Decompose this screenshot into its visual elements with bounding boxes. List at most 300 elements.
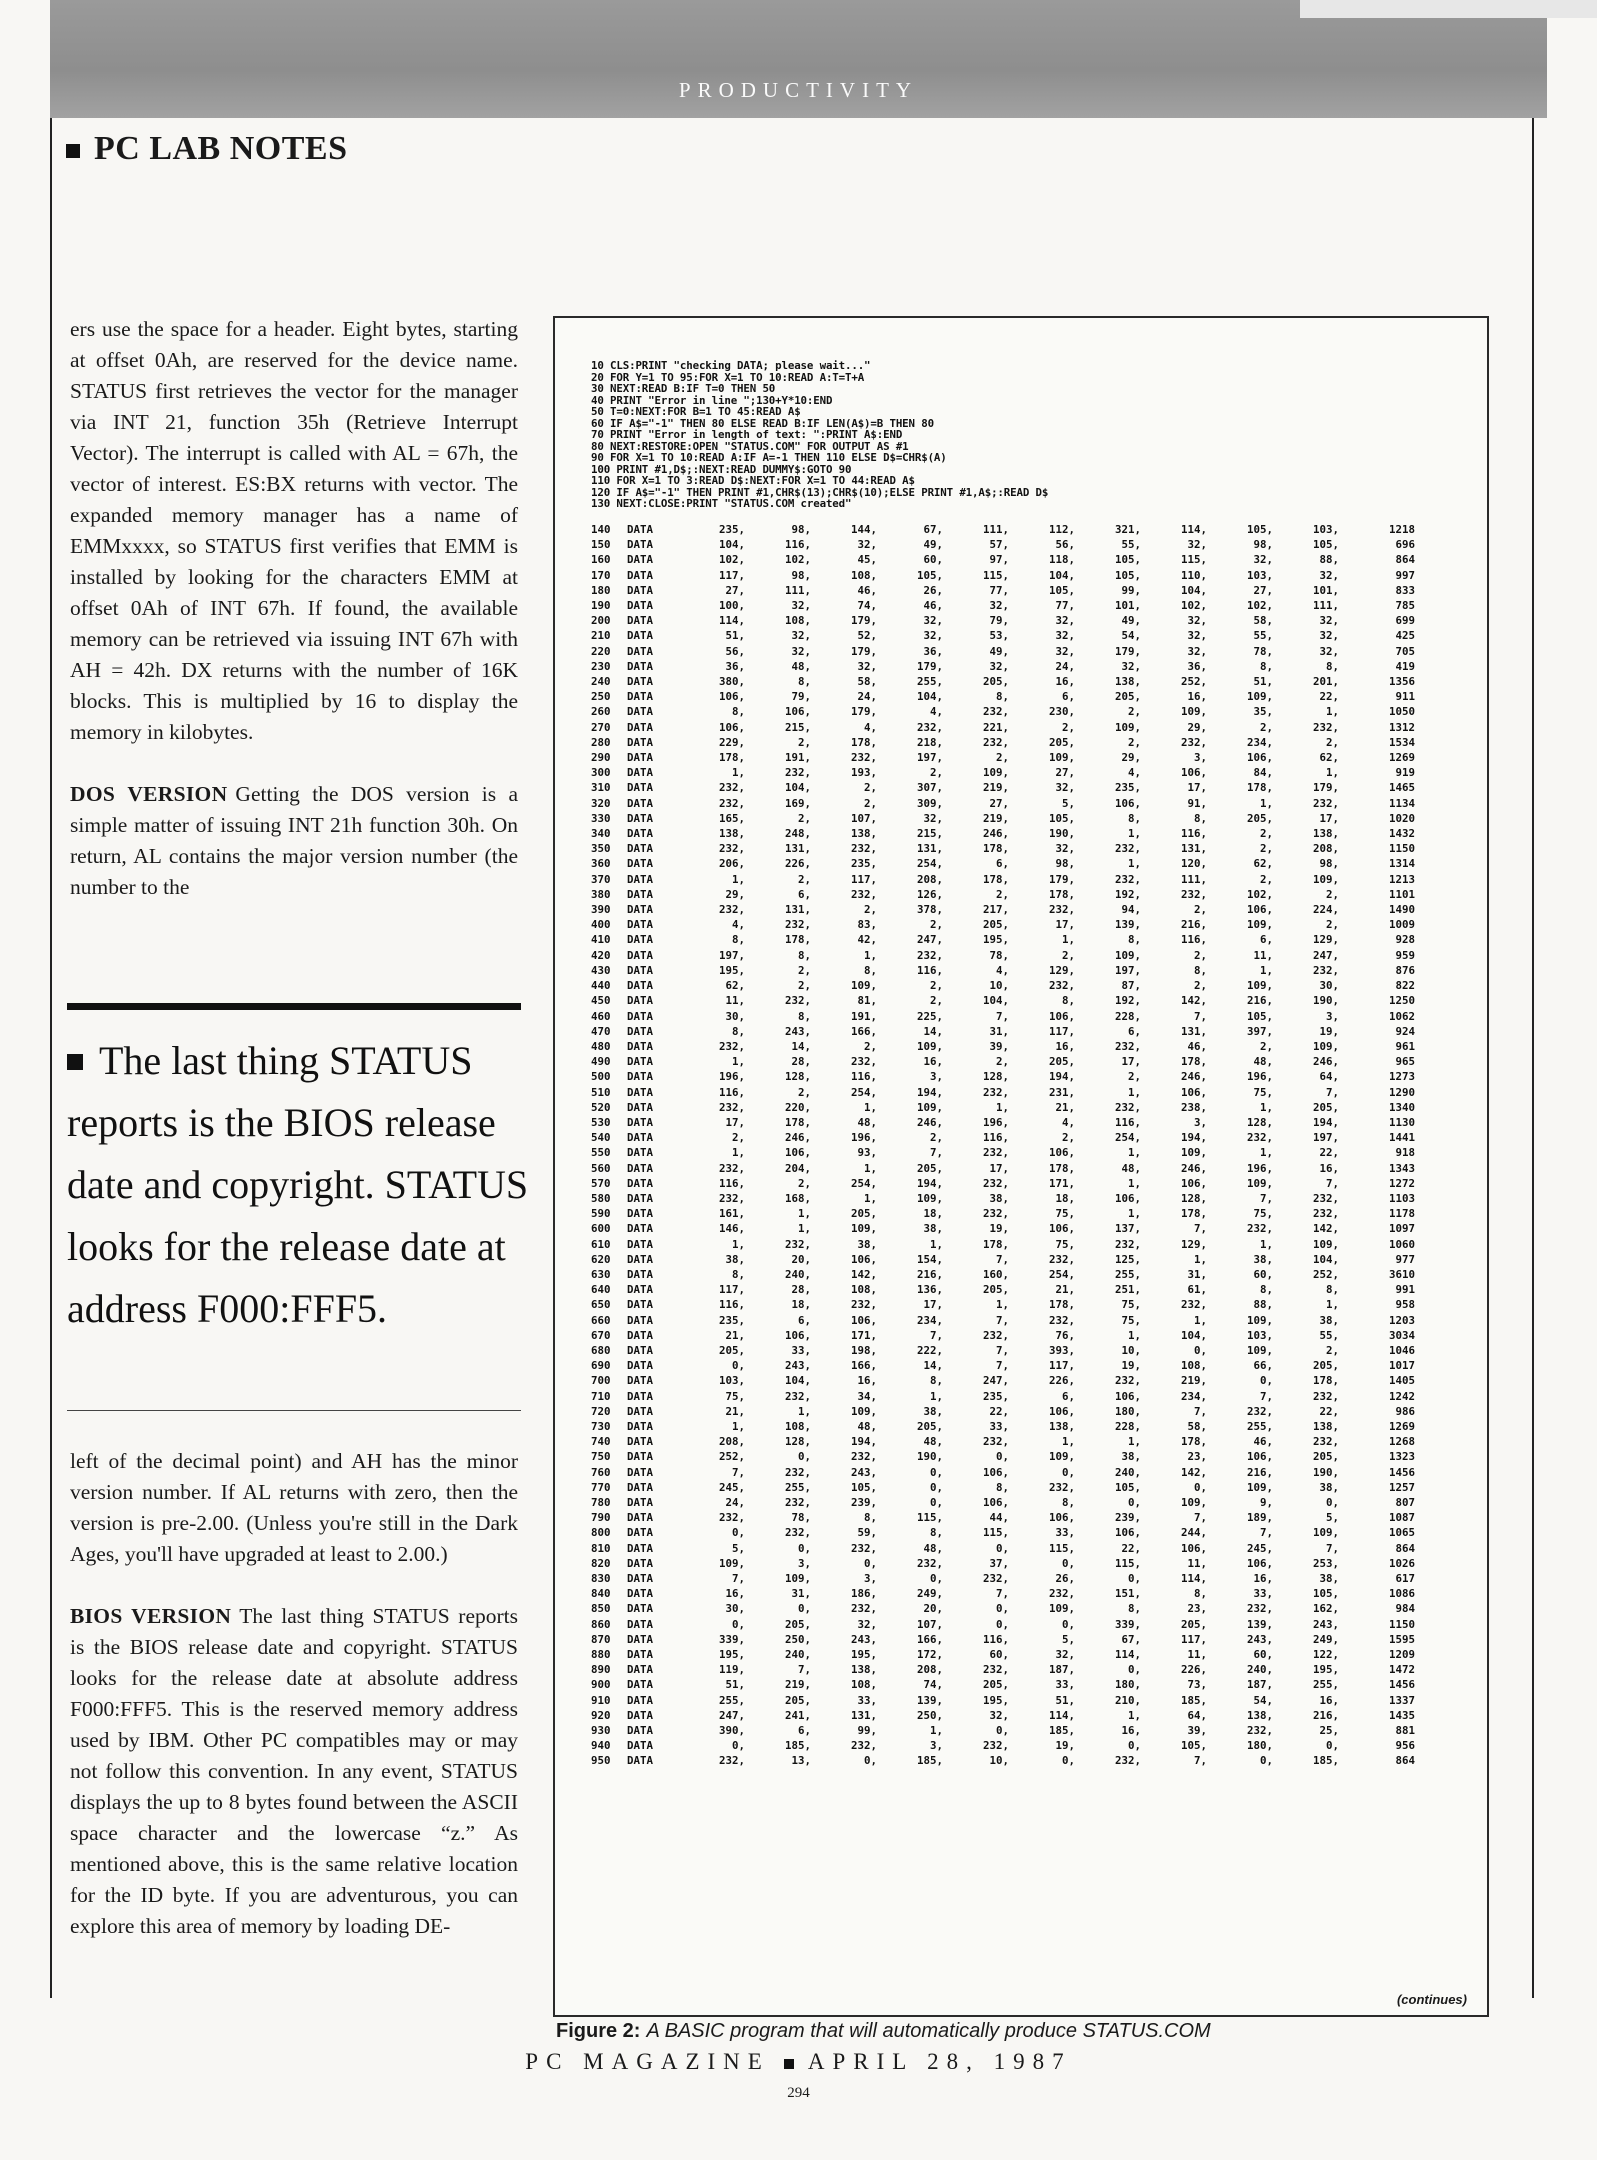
data-value: 2, bbox=[797, 735, 811, 749]
data-value: 62, bbox=[1319, 751, 1339, 765]
data-value: 46, bbox=[1253, 1435, 1273, 1449]
data-value: 32, bbox=[1187, 629, 1207, 643]
data-value: 107, bbox=[850, 811, 877, 825]
data-keyword: DATA bbox=[627, 720, 654, 734]
data-value: 31, bbox=[989, 1024, 1009, 1038]
data-keyword: DATA bbox=[627, 1708, 654, 1722]
data-keyword: DATA bbox=[627, 1252, 654, 1266]
data-value: 109, bbox=[850, 1222, 877, 1236]
data-keyword: DATA bbox=[627, 1587, 654, 1601]
data-value: 205, bbox=[1312, 1100, 1339, 1114]
data-value: 0, bbox=[929, 1496, 943, 1509]
checksum-value: 1203 bbox=[1388, 1313, 1415, 1327]
data-value: 46, bbox=[1187, 1039, 1207, 1053]
data-value: 115, bbox=[982, 1526, 1009, 1540]
data-value: 253, bbox=[1312, 1556, 1339, 1570]
data-value: 32, bbox=[1253, 553, 1273, 567]
data-value: 116, bbox=[1114, 1115, 1141, 1129]
data-value: 24, bbox=[857, 690, 877, 704]
checksum-value: 1269 bbox=[1388, 1419, 1415, 1433]
line-number: 610 bbox=[591, 1237, 611, 1251]
data-value: 205, bbox=[784, 1617, 811, 1631]
checksum-value: 1134 bbox=[1388, 796, 1415, 810]
data-keyword: DATA bbox=[627, 1374, 654, 1388]
data-value: 98, bbox=[791, 568, 811, 582]
checksum-value: 1097 bbox=[1388, 1222, 1415, 1236]
line-number: 390 bbox=[591, 903, 611, 917]
data-value: 255, bbox=[784, 1480, 811, 1494]
data-line bbox=[591, 917, 1415, 932]
checksum-value: 3610 bbox=[1388, 1267, 1415, 1281]
checksum-value: 1323 bbox=[1388, 1450, 1415, 1464]
checksum-value: 1046 bbox=[1388, 1343, 1415, 1357]
data-value: 232, bbox=[718, 1511, 745, 1525]
data-keyword: DATA bbox=[627, 1648, 654, 1662]
data-value: 232, bbox=[982, 1146, 1009, 1160]
data-value: 103, bbox=[718, 1374, 745, 1388]
line-number: 530 bbox=[591, 1115, 611, 1129]
data-value: 106, bbox=[1180, 1176, 1207, 1190]
data-value: 77, bbox=[1055, 599, 1075, 613]
line-number: 600 bbox=[591, 1222, 611, 1236]
program-code bbox=[591, 360, 1048, 510]
data-value: 197, bbox=[916, 751, 943, 765]
data-value: 216, bbox=[1246, 1465, 1273, 1479]
data-value: 51, bbox=[725, 1678, 745, 1692]
data-value: 106, bbox=[982, 1496, 1009, 1509]
data-value: 205, bbox=[982, 1283, 1009, 1297]
data-value: 109, bbox=[1246, 1313, 1273, 1327]
data-line bbox=[591, 1054, 1415, 1069]
data-value: 7, bbox=[1325, 1541, 1339, 1555]
data-value: 32, bbox=[1319, 644, 1339, 658]
checksum-value: 1020 bbox=[1388, 811, 1415, 825]
data-value: 196, bbox=[1246, 1161, 1273, 1175]
data-value: 109, bbox=[916, 1100, 943, 1114]
data-value: 247, bbox=[1312, 948, 1339, 962]
data-value: 33, bbox=[1253, 1587, 1273, 1601]
data-value: 190, bbox=[916, 1450, 943, 1464]
data-line bbox=[591, 1252, 1415, 1267]
data-value: 30, bbox=[725, 1009, 745, 1023]
data-value: 49, bbox=[923, 538, 943, 552]
data-line bbox=[591, 993, 1415, 1008]
data-value: 195, bbox=[1312, 1663, 1339, 1677]
data-value: 2, bbox=[1259, 827, 1273, 841]
data-value: 20, bbox=[923, 1602, 943, 1616]
data-value: 194, bbox=[1048, 1070, 1075, 1084]
data-value: 178, bbox=[718, 751, 745, 765]
data-value: 58, bbox=[1253, 614, 1273, 628]
data-value: 3, bbox=[929, 1739, 943, 1753]
data-value: 7, bbox=[1193, 1754, 1207, 1768]
line-number: 360 bbox=[591, 857, 611, 871]
data-value: 109, bbox=[784, 1572, 811, 1586]
data-value: 104, bbox=[1048, 568, 1075, 582]
data-value: 103, bbox=[1246, 568, 1273, 582]
data-value: 7, bbox=[929, 1146, 943, 1160]
data-keyword: DATA bbox=[627, 1663, 654, 1677]
data-keyword: DATA bbox=[627, 994, 654, 1008]
data-value: 116, bbox=[1180, 933, 1207, 947]
data-value: 232, bbox=[850, 842, 877, 856]
line-number: 630 bbox=[591, 1267, 611, 1281]
data-line bbox=[591, 978, 1415, 993]
data-value: 194, bbox=[916, 1176, 943, 1190]
data-value: 16, bbox=[1319, 1161, 1339, 1175]
data-value: 8, bbox=[1127, 811, 1141, 825]
data-value: 60, bbox=[1253, 1648, 1273, 1662]
data-value: 109, bbox=[850, 979, 877, 993]
data-value: 179, bbox=[850, 644, 877, 658]
data-line bbox=[591, 1525, 1415, 1540]
line-number: 900 bbox=[591, 1678, 611, 1692]
checksum-value: 1026 bbox=[1388, 1556, 1415, 1570]
column-title: PC LAB NOTES bbox=[66, 130, 348, 168]
data-value: 222, bbox=[916, 1343, 943, 1357]
data-value: 98, bbox=[791, 523, 811, 536]
data-value: 111, bbox=[982, 523, 1009, 536]
data-value: 8, bbox=[1193, 811, 1207, 825]
data-value: 2, bbox=[797, 979, 811, 993]
data-value: 119, bbox=[718, 1663, 745, 1677]
data-value: 17, bbox=[725, 1115, 745, 1129]
data-value: 232, bbox=[1246, 1131, 1273, 1145]
data-value: 106, bbox=[1048, 1009, 1075, 1023]
data-keyword: DATA bbox=[627, 1328, 654, 1342]
data-value: 87, bbox=[1121, 979, 1141, 993]
data-keyword: DATA bbox=[627, 553, 654, 567]
data-line bbox=[591, 1510, 1415, 1525]
data-keyword: DATA bbox=[627, 1131, 654, 1145]
data-keyword: DATA bbox=[627, 690, 654, 704]
data-value: 6, bbox=[797, 887, 811, 901]
data-value: 116, bbox=[916, 963, 943, 977]
data-value: 17, bbox=[1319, 811, 1339, 825]
data-value: 88, bbox=[1253, 1298, 1273, 1312]
data-value: 254, bbox=[1048, 1267, 1075, 1281]
data-value: 187, bbox=[1246, 1678, 1273, 1692]
data-value: 125, bbox=[1114, 1252, 1141, 1266]
data-value: 0, bbox=[797, 1541, 811, 1555]
data-value: 122, bbox=[1312, 1648, 1339, 1662]
data-value: 2, bbox=[1061, 948, 1075, 962]
data-value: 246, bbox=[1312, 1055, 1339, 1069]
data-value: 0, bbox=[1127, 1739, 1141, 1753]
data-value: 2, bbox=[1193, 948, 1207, 962]
data-value: 67, bbox=[1121, 1632, 1141, 1646]
data-value: 235, bbox=[850, 857, 877, 871]
data-value: 255, bbox=[916, 675, 943, 689]
data-keyword: DATA bbox=[627, 1146, 654, 1160]
data-value: 192, bbox=[1114, 887, 1141, 901]
data-value: 24, bbox=[725, 1496, 745, 1509]
figure-listing bbox=[553, 316, 1489, 2017]
data-value: 185, bbox=[1048, 1724, 1075, 1738]
data-value: 16, bbox=[923, 1055, 943, 1069]
data-value: 18, bbox=[923, 1207, 943, 1221]
checksum-value: 959 bbox=[1395, 948, 1415, 962]
line-number: 150 bbox=[591, 538, 611, 552]
data-value: 84, bbox=[1253, 766, 1273, 780]
data-value: 48, bbox=[923, 1541, 943, 1555]
data-value: 120, bbox=[1180, 857, 1207, 871]
data-value: 232, bbox=[982, 735, 1009, 749]
data-value: 232, bbox=[1048, 1252, 1075, 1266]
data-line bbox=[591, 1145, 1415, 1160]
data-value: 1, bbox=[863, 1191, 877, 1205]
caption-text: A BASIC program that will automatically produce STATUS.COM bbox=[646, 2020, 1211, 2042]
data-value: 232, bbox=[784, 1526, 811, 1540]
data-value: 32, bbox=[791, 629, 811, 643]
line-number: 420 bbox=[591, 948, 611, 962]
data-value: 178, bbox=[784, 933, 811, 947]
data-value: 215, bbox=[916, 827, 943, 841]
data-value: 2, bbox=[929, 979, 943, 993]
data-line bbox=[591, 1313, 1415, 1328]
data-value: 32, bbox=[1319, 629, 1339, 643]
data-value: 232, bbox=[784, 1465, 811, 1479]
data-value: 25, bbox=[1319, 1724, 1339, 1738]
data-value: 75, bbox=[1253, 1207, 1273, 1221]
data-value: 210, bbox=[1114, 1693, 1141, 1707]
checksum-value: 425 bbox=[1395, 629, 1415, 643]
data-value: 195, bbox=[718, 1648, 745, 1662]
data-value: 105, bbox=[916, 568, 943, 582]
data-value: 232, bbox=[1312, 1191, 1339, 1205]
checksum-value: 918 bbox=[1395, 1146, 1415, 1160]
data-value: 178, bbox=[1048, 1298, 1075, 1312]
checksum-value: 419 bbox=[1395, 659, 1415, 673]
data-value: 232, bbox=[1312, 1389, 1339, 1403]
checksum-value: 807 bbox=[1395, 1496, 1415, 1509]
data-value: 4, bbox=[1127, 766, 1141, 780]
data-value: 397, bbox=[1246, 1024, 1273, 1038]
data-value: 21, bbox=[1055, 1100, 1075, 1114]
data-value: 106, bbox=[1048, 1404, 1075, 1418]
checksum-value: 1218 bbox=[1388, 523, 1415, 536]
data-value: 32, bbox=[1187, 538, 1207, 552]
code-line: 80 NEXT:RESTORE:OPEN "STATUS.COM" FOR OUTPUT AS #1 bbox=[591, 439, 909, 453]
data-value: 144, bbox=[850, 523, 877, 536]
data-value: 232, bbox=[1180, 1298, 1207, 1312]
data-value: 26, bbox=[923, 583, 943, 597]
data-value: 32, bbox=[1055, 842, 1075, 856]
data-keyword: DATA bbox=[627, 979, 654, 993]
data-value: 235, bbox=[1114, 781, 1141, 795]
data-value: 116, bbox=[982, 1632, 1009, 1646]
data-value: 232, bbox=[1246, 1602, 1273, 1616]
data-value: 32, bbox=[1055, 614, 1075, 628]
data-value: 8, bbox=[731, 705, 745, 719]
data-value: 117, bbox=[718, 1283, 745, 1297]
data-keyword: DATA bbox=[627, 1298, 654, 1312]
data-value: 1, bbox=[995, 1298, 1009, 1312]
line-number: 650 bbox=[591, 1298, 611, 1312]
data-value: 60, bbox=[923, 553, 943, 567]
line-number: 480 bbox=[591, 1039, 611, 1053]
line-number: 230 bbox=[591, 659, 611, 673]
data-keyword: DATA bbox=[627, 872, 654, 886]
data-value: 32, bbox=[923, 811, 943, 825]
data-line bbox=[591, 1100, 1415, 1115]
data-keyword: DATA bbox=[627, 1526, 654, 1540]
data-keyword: DATA bbox=[627, 1237, 654, 1251]
data-value: 55, bbox=[1121, 538, 1141, 552]
checksum-value: 1290 bbox=[1388, 1085, 1415, 1099]
data-value: 232, bbox=[982, 1663, 1009, 1677]
data-value: 248, bbox=[784, 827, 811, 841]
data-line bbox=[591, 1176, 1415, 1191]
data-value: 10, bbox=[989, 1754, 1009, 1768]
data-value: 224, bbox=[1312, 903, 1339, 917]
checksum-value: 1009 bbox=[1388, 918, 1415, 932]
data-value: 38, bbox=[1121, 1450, 1141, 1464]
data-value: 4, bbox=[863, 720, 877, 734]
data-keyword: DATA bbox=[627, 903, 654, 917]
data-value: 28, bbox=[791, 1283, 811, 1297]
data-value: 138, bbox=[1114, 675, 1141, 689]
data-value: 179, bbox=[850, 614, 877, 628]
data-value: 8, bbox=[731, 933, 745, 947]
data-value: 2, bbox=[1325, 887, 1339, 901]
data-value: 1, bbox=[1127, 1708, 1141, 1722]
data-value: 0, bbox=[995, 1602, 1009, 1616]
data-value: 232, bbox=[784, 994, 811, 1008]
bios-version-paragraph: BIOS VERSION The last thing STATUS reports is the BIOS release date and copyright. STATUS looks for the release date at absolute address F000:FFF5. This is the reserved memory address used by IBM. Other PC compatibles may or may not follow this convention. In any event, STATUS displays the up to 8 bytes found between the ASCII space character and the lowercase “z.” As mentioned above, this is the same relative location for the ID byte. If you are adventurous, you can explore this area of memory by loading DE- bbox=[70, 1604, 519, 1938]
data-value: 7, bbox=[995, 1009, 1009, 1023]
data-value: 244, bbox=[1180, 1526, 1207, 1540]
data-value: 160, bbox=[982, 1267, 1009, 1281]
data-value: 254, bbox=[916, 857, 943, 871]
data-line bbox=[591, 735, 1415, 750]
data-value: 139, bbox=[916, 1693, 943, 1707]
data-line bbox=[591, 1677, 1415, 1692]
dos-version-paragraph: DOS VERSION Getting the DOS version is a simple matter of issuing INT 21h function 30h. On return, AL contains the major version number (the number to the bbox=[70, 782, 518, 899]
data-line bbox=[591, 1662, 1415, 1677]
data-value: 232, bbox=[1312, 1435, 1339, 1449]
data-value: 219, bbox=[1180, 1374, 1207, 1388]
data-value: 78, bbox=[791, 1511, 811, 1525]
data-value: 137, bbox=[1114, 1222, 1141, 1236]
data-value: 64, bbox=[1319, 1070, 1339, 1084]
data-value: 185, bbox=[1180, 1693, 1207, 1707]
data-keyword: DATA bbox=[627, 1556, 654, 1570]
data-value: 168, bbox=[784, 1191, 811, 1205]
data-value: 32, bbox=[1319, 568, 1339, 582]
data-value: 26, bbox=[1055, 1572, 1075, 1586]
data-value: 44, bbox=[989, 1511, 1009, 1525]
data-value: 129, bbox=[1180, 1237, 1207, 1251]
data-value: 195, bbox=[982, 1693, 1009, 1707]
data-value: 109, bbox=[1180, 1496, 1207, 1509]
data-value: 62, bbox=[725, 979, 745, 993]
data-line bbox=[591, 1221, 1415, 1236]
checksum-value: 1209 bbox=[1388, 1648, 1415, 1662]
left-rule bbox=[50, 118, 52, 1998]
checksum-value: 1456 bbox=[1388, 1678, 1415, 1692]
data-value: 226, bbox=[784, 857, 811, 871]
data-value: 60, bbox=[989, 1648, 1009, 1662]
data-value: 232, bbox=[1246, 1724, 1273, 1738]
data-value: 2, bbox=[863, 796, 877, 810]
subhead-dos-version: DOS VERSION bbox=[70, 782, 228, 806]
data-value: 33, bbox=[1055, 1526, 1075, 1540]
line-number: 460 bbox=[591, 1009, 611, 1023]
data-value: 10, bbox=[989, 979, 1009, 993]
data-value: 180, bbox=[1114, 1404, 1141, 1418]
checksum-value: 928 bbox=[1395, 933, 1415, 947]
data-value: 115, bbox=[916, 1511, 943, 1525]
data-keyword: DATA bbox=[627, 1724, 654, 1738]
data-value: 1, bbox=[995, 1100, 1009, 1114]
data-value: 38, bbox=[1319, 1572, 1339, 1586]
subhead-bios-version: BIOS VERSION bbox=[70, 1604, 232, 1628]
data-value: 232, bbox=[850, 1602, 877, 1616]
checksum-value: 1337 bbox=[1388, 1693, 1415, 1707]
data-value: 205, bbox=[1180, 1617, 1207, 1631]
data-value: 246, bbox=[1180, 1161, 1207, 1175]
data-line bbox=[591, 796, 1415, 811]
data-value: 32, bbox=[1055, 1648, 1075, 1662]
data-value: 16, bbox=[1187, 690, 1207, 704]
data-value: 8, bbox=[1193, 963, 1207, 977]
data-value: 179, bbox=[850, 705, 877, 719]
data-line bbox=[591, 948, 1415, 963]
data-value: 255, bbox=[718, 1693, 745, 1707]
data-keyword: DATA bbox=[627, 1283, 654, 1297]
data-value: 126, bbox=[916, 887, 943, 901]
data-value: 232, bbox=[718, 903, 745, 917]
line-number: 280 bbox=[591, 735, 611, 749]
data-value: 5, bbox=[1061, 1632, 1075, 1646]
data-value: 0, bbox=[863, 1754, 877, 1768]
data-value: 129, bbox=[1048, 963, 1075, 977]
data-value: 232, bbox=[1048, 1587, 1075, 1601]
data-value: 2, bbox=[929, 994, 943, 1008]
data-value: 105, bbox=[1312, 538, 1339, 552]
line-number: 380 bbox=[591, 887, 611, 901]
checksum-value: 1086 bbox=[1388, 1587, 1415, 1601]
data-value: 7, bbox=[995, 1252, 1009, 1266]
checksum-value: 1356 bbox=[1388, 675, 1415, 689]
data-keyword: DATA bbox=[627, 918, 654, 932]
magazine-name: PC MAGAZINE bbox=[525, 2049, 770, 2074]
data-value: 178, bbox=[1312, 1374, 1339, 1388]
data-value: 193, bbox=[850, 766, 877, 780]
data-value: 49, bbox=[1121, 614, 1141, 628]
data-keyword: DATA bbox=[627, 1100, 654, 1114]
data-value: 106, bbox=[1114, 796, 1141, 810]
data-keyword: DATA bbox=[627, 827, 654, 841]
line-number: 580 bbox=[591, 1191, 611, 1205]
data-value: 234, bbox=[1246, 735, 1273, 749]
section-label: PRODUCTIVITY bbox=[678, 78, 919, 102]
data-value: 117, bbox=[1048, 1359, 1075, 1373]
data-value: 33, bbox=[791, 1343, 811, 1357]
data-value: 0, bbox=[1259, 1374, 1273, 1388]
data-value: 8, bbox=[797, 675, 811, 689]
data-value: 205, bbox=[784, 1693, 811, 1707]
right-rule bbox=[1532, 118, 1534, 1998]
code-line: 60 IF A$="-1" THEN 80 ELSE READ B:IF LEN(A$)=B THEN 80 bbox=[591, 416, 934, 430]
data-value: 309, bbox=[916, 796, 943, 810]
data-value: 106, bbox=[1180, 1541, 1207, 1555]
data-value: 104, bbox=[718, 538, 745, 552]
line-number: 320 bbox=[591, 796, 611, 810]
line-number: 350 bbox=[591, 842, 611, 856]
data-value: 18, bbox=[791, 1298, 811, 1312]
